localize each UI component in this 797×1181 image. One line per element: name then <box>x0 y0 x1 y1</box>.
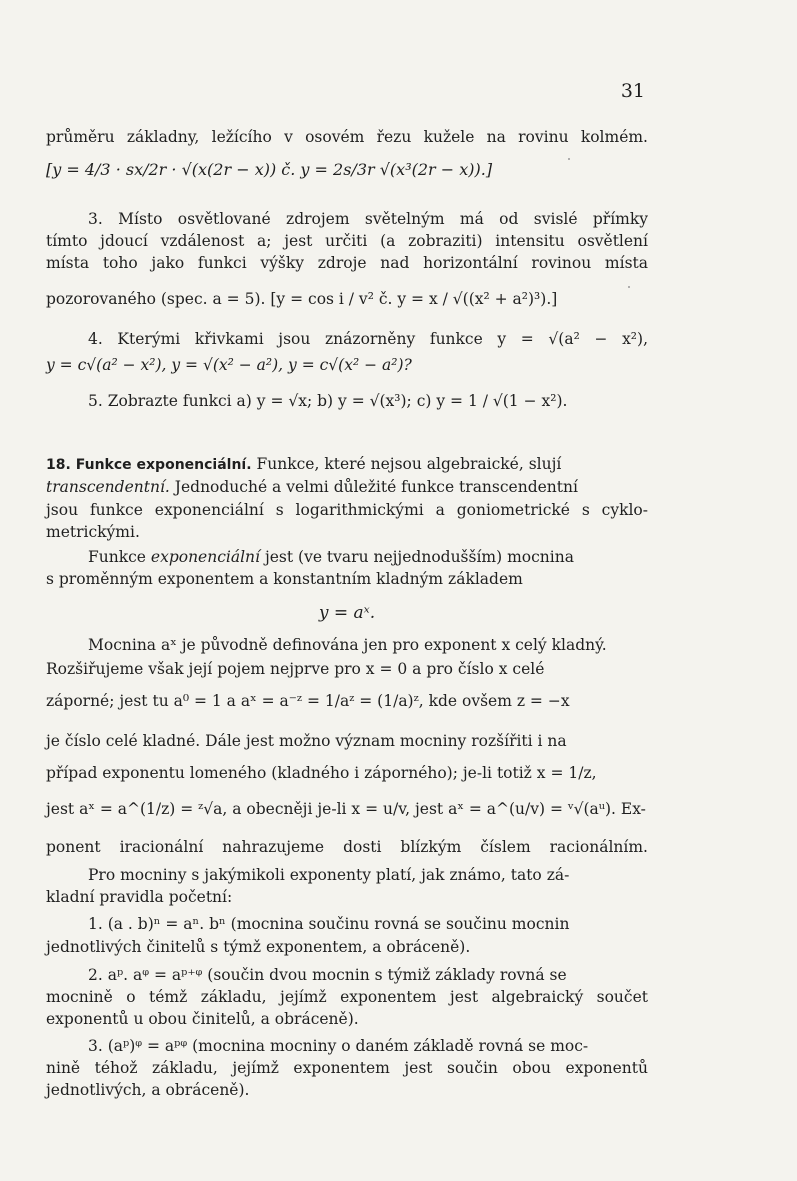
formula-line: pozorovaného (spec. a = 5). [y = cos i / v² č. y = x / √((x² + a²)³).] <box>46 290 558 308</box>
term: transcendentní. <box>46 478 170 496</box>
text-line: Mocnina aˣ je původně definována jen pro exponent x celý kladný. <box>88 636 607 654</box>
text-span: Funkce, které nejsou algebraické, slují <box>256 455 562 473</box>
text-line: tímto jdoucí vzdálenost a; jest určiti (a zobraziti) intensitu osvětlení <box>46 232 648 250</box>
formula-line: 5. Zobrazte funkci a) y = √x; b) y = √(x³); c) y = 1 / √(1 − x²). <box>88 392 568 410</box>
text-line: s proměnným exponentem a konstantním kladným základem <box>46 570 523 588</box>
text-line: 3. (aᵖ)ᵠ = aᵖᵠ (mocnina mocniny o daném základě rovná se moc- <box>88 1037 589 1055</box>
text-span: Funkce <box>88 548 146 566</box>
print-speck <box>628 286 630 288</box>
formula-line: jest aˣ = a^(1/z) = ᶻ√a, a obecněji je-li x = u/v, jest aˣ = a^(u/v) = ᵛ√(aᵘ). Ex- <box>46 800 646 818</box>
text-line: nině téhož základu, jejímž exponentem jest součin obou exponentů <box>46 1059 648 1077</box>
text-line <box>88 548 648 566</box>
text-line: jednotlivých činitelů s týmž exponentem, a obráceně). <box>46 938 471 956</box>
text-line: Pro mocniny s jakýmikoli exponenty platí, jak známo, tato zá- <box>88 866 570 884</box>
text-line: jsou funkce exponenciální s logarithmickými a goniometrické s cyklo- <box>46 501 648 519</box>
print-speck <box>568 158 570 160</box>
text-line: 2. aᵖ. aᵠ = aᵖ⁺ᵠ (součin dvou mocnin s týmiž základy rovná se <box>88 966 567 984</box>
formula-line: y = c√(a² − x²), y = √(x² − a²), y = c√(x² − a²)? <box>46 356 412 374</box>
page-number: 31 <box>620 80 645 102</box>
text-line: průměru základny, ležícího v osovém řezu kužele na rovinu kolmém. <box>46 128 648 146</box>
section-number: 18. <box>46 457 71 473</box>
text-line: mocnině o témž základu, jejímž exponentem jest algebraický součet <box>46 988 648 1006</box>
formula-line: záporné; jest tu a⁰ = 1 a aˣ = a⁻ᶻ = 1/aᶻ = (1/a)ᶻ, kde ovšem z = −x <box>46 692 570 710</box>
formula-line: případ exponentu lomeného (kladného i záporného); je-li totiž x = 1/z, <box>46 764 597 782</box>
text-line: místa toho jako funkci výšky zdroje nad horizontální rovinou místa <box>46 254 648 272</box>
text-line: 3. Místo osvětlované zdrojem světelným má od svislé přímky <box>88 210 648 228</box>
text-line: Rozšiřujeme však její pojem nejprve pro x = 0 a pro číslo x celé <box>46 660 545 678</box>
text-line: ponent iracionální nahrazujeme dosti blízkým číslem racionálním. <box>46 838 648 856</box>
text-line: kladní pravidla početní: <box>46 888 233 906</box>
text-line: jednotlivých, a obráceně). <box>46 1081 250 1099</box>
text-line: metrickými. <box>46 523 140 541</box>
term: exponenciální <box>150 548 260 566</box>
text-line: 4. Kterými křivkami jsou znázorněny funkce y = √(a² − x²), <box>88 330 648 348</box>
formula-line: [y = 4/3 · sx/2r · √(x(2r − x)) č. y = 2s/3r √(x³(2r − x)).] <box>46 160 493 179</box>
text-line <box>46 478 648 496</box>
text-span: jest (ve tvaru nejjednodušším) mocnina <box>264 548 574 566</box>
text-line: 1. (a . b)ⁿ = aⁿ. bⁿ (mocnina součinu rovná se součinu mocnin <box>88 915 570 933</box>
text-line: je číslo celé kladné. Dále jest možno význam mocniny rozšířiti i na <box>46 732 567 750</box>
section-heading-line <box>46 455 648 473</box>
text-span: Jednoduché a velmi důležité funkce transcendentní <box>174 478 578 496</box>
text-line: exponentů u obou činitelů, a obráceně). <box>46 1010 359 1028</box>
formula-centered: y = aˣ. <box>318 603 376 623</box>
section-title: Funkce exponenciální. <box>75 457 252 473</box>
